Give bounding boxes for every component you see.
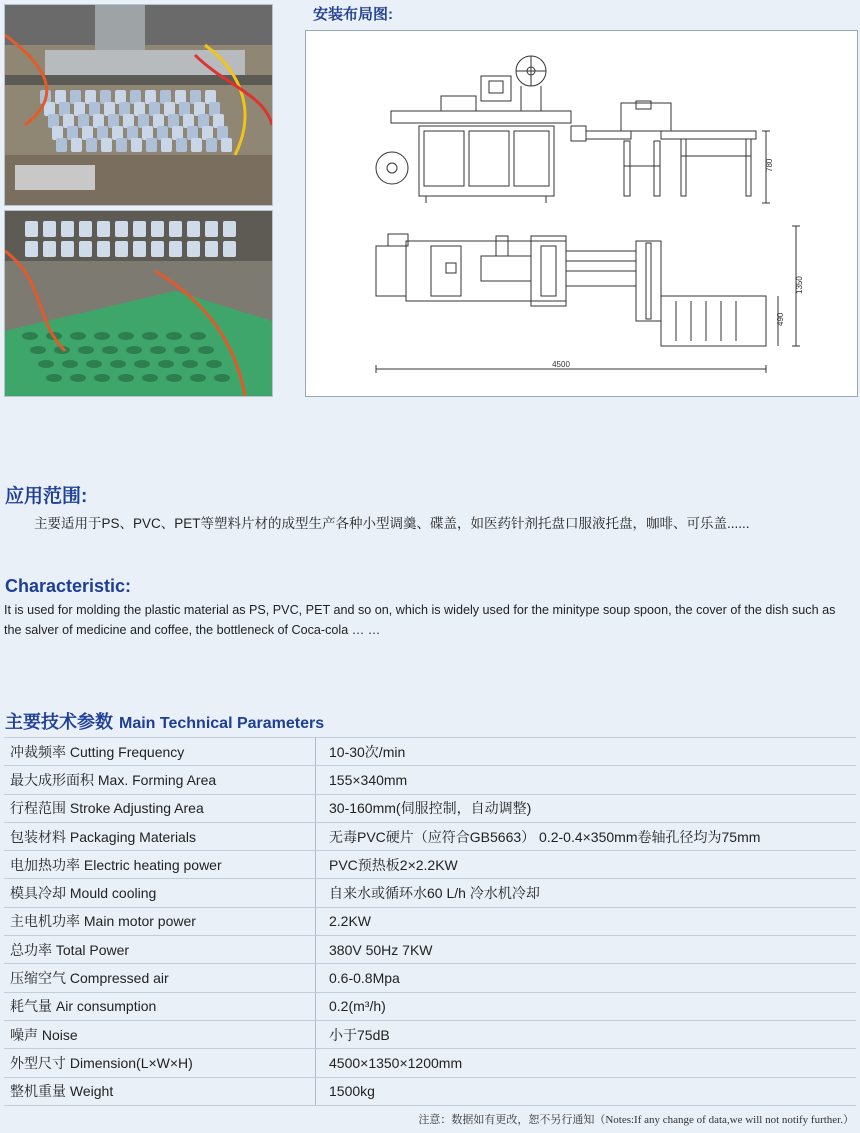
param-row <box>4 992 856 1020</box>
param-label: 耗气量 Air consumption <box>4 992 316 1020</box>
params-title-en: Main Technical Parameters <box>119 715 325 732</box>
layout-title: 安装布局图: <box>313 6 393 23</box>
param-row <box>4 794 856 822</box>
param-label: 电加热功率 Electric heating power <box>4 851 316 879</box>
param-value: 自来水或循环水60 L/h 冷水机冷却 <box>316 879 857 907</box>
param-label: 总功率 Total Power <box>4 936 316 964</box>
param-value: 30-160mm(伺服控制，自动调整) <box>316 794 857 822</box>
dim-depth-label: 490 <box>776 312 785 326</box>
top-view <box>376 226 800 373</box>
param-value: 4500×1350×1200mm <box>316 1049 857 1077</box>
param-row <box>4 936 856 964</box>
param-row <box>4 964 856 992</box>
param-label: 模具冷却 Mould cooling <box>4 879 316 907</box>
param-label: 噪声 Noise <box>4 1020 316 1048</box>
machine-photo-tray <box>4 210 273 397</box>
param-value: 1500kg <box>316 1077 857 1105</box>
installation-layout-drawing <box>305 30 858 397</box>
dim-height-label: 780 <box>765 158 774 172</box>
param-value: 小于75dB <box>316 1020 857 1048</box>
param-label: 整机重量 Weight <box>4 1077 316 1105</box>
param-row <box>4 822 856 850</box>
param-value: 10-30次/min <box>316 738 857 766</box>
param-value: 155×340mm <box>316 766 857 794</box>
dim-width-label: 1350 <box>795 276 804 294</box>
param-row <box>4 1049 856 1077</box>
param-value: 2.2KW <box>316 907 857 935</box>
param-label: 最大成形面积 Max. Forming Area <box>4 766 316 794</box>
footnote: 注意：数据如有更改，恕不另行通知（Notes:If any change of data,we will not notify further.） <box>418 1114 854 1126</box>
application-title: 应用范围: <box>5 486 88 507</box>
application-text: 主要适用于PS、PVC、PET等塑料片材的成型生产各种小型调羹、碟盖，如医药针剂托盘口服液托盘，咖啡、可乐盖...... <box>34 516 750 531</box>
characteristic-title: Characteristic: <box>5 576 132 596</box>
param-row <box>4 766 856 794</box>
param-label: 外型尺寸 Dimension(L×W×H) <box>4 1049 316 1077</box>
params-table <box>4 737 856 1106</box>
param-row <box>4 1077 856 1105</box>
param-label: 包装材料 Packaging Materials <box>4 822 316 850</box>
dim-length-label: 4500 <box>552 360 570 369</box>
param-value: PVC预热板2×2.2KW <box>316 851 857 879</box>
param-row <box>4 879 856 907</box>
param-label: 主电机功率 Main motor power <box>4 907 316 935</box>
param-row <box>4 738 856 766</box>
params-title-cn: 主要技术参数 <box>5 712 113 732</box>
param-row <box>4 851 856 879</box>
param-value: 0.6-0.8Mpa <box>316 964 857 992</box>
param-label: 行程范围 Stroke Adjusting Area <box>4 794 316 822</box>
params-title <box>5 708 324 734</box>
param-label: 冲裁频率 Cutting Frequency <box>4 738 316 766</box>
machine-photo-vials <box>4 4 273 206</box>
param-value: 无毒PVC硬片（应符合GB5663） 0.2-0.4×350mm卷轴孔径均为75mm <box>316 822 857 850</box>
param-value: 0.2(m³/h) <box>316 992 857 1020</box>
side-view <box>376 56 770 203</box>
param-label: 压缩空气 Compressed air <box>4 964 316 992</box>
param-row <box>4 907 856 935</box>
param-row <box>4 1020 856 1048</box>
characteristic-text: It is used for molding the plastic material as PS, PVC, PET and so on, which is widely used for the minitype soup spoon, the cover of the dish such as the salver of medicine and coffee, the bottleneck of Coca-cola … … <box>4 603 836 637</box>
param-value: 380V 50Hz 7KW <box>316 936 857 964</box>
